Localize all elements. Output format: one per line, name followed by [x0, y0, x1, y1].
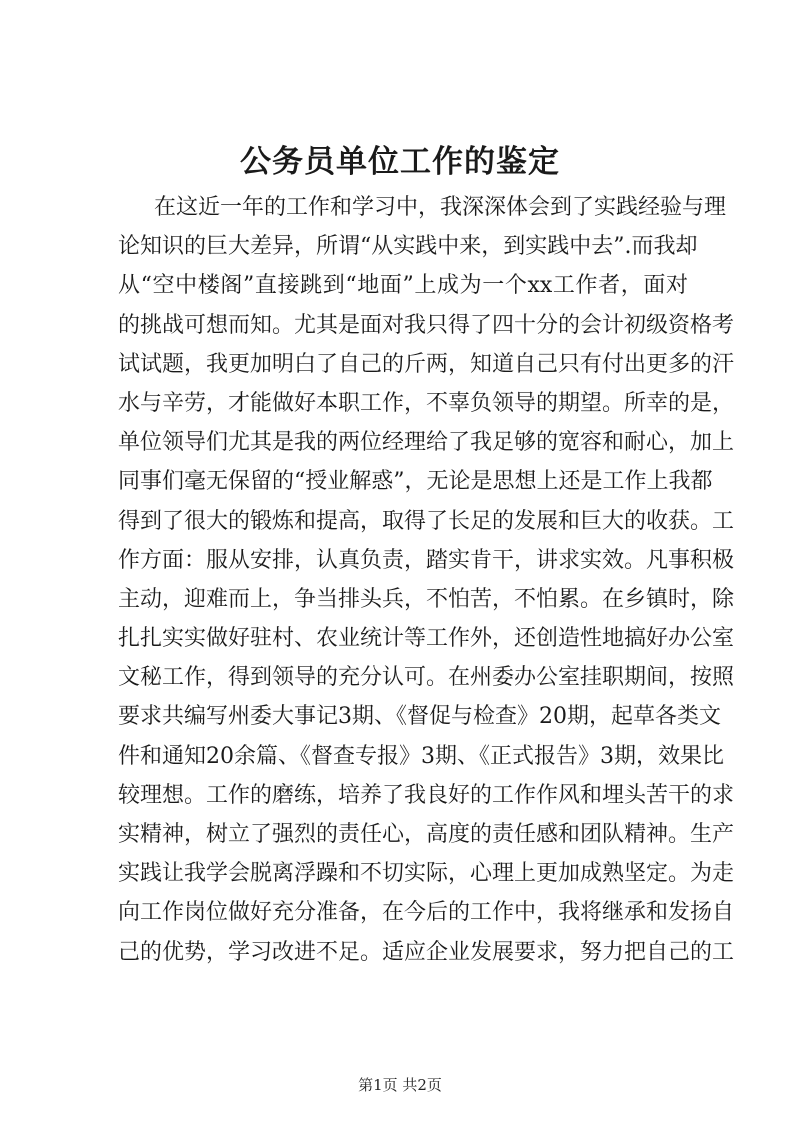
- body-line: 扎扎实实做好驻村、农业统计等工作外，还创造性地搞好办公室: [118, 626, 735, 652]
- body-line: 主动，迎难而上，争当排头兵，不怕苦，不怕累。在乡镇时，除: [118, 586, 735, 612]
- body-line: 试试题，我更加明白了自己的斤两，知道自己只有付出更多的汗: [118, 351, 735, 377]
- page-footer: 第1页 共2页: [358, 1076, 442, 1094]
- body-line: 实践让我学会脱离浮躁和不切实际，心理上更加成熟坚定。为走: [118, 861, 735, 887]
- document-body: [118, 188, 735, 972]
- body-line: 作方面：服从安排，认真负责，踏实肯干，讲求实效。凡事积极: [118, 547, 735, 573]
- body-line: 较理想。工作的磨练，培养了我良好的工作作风和埋头苦干的求: [118, 782, 735, 808]
- body-line: 文秘工作，得到领导的充分认可。在州委办公室挂职期间，按照: [118, 665, 735, 691]
- document-title: 公务员单位工作的鉴定: [240, 144, 560, 180]
- body-line: 的挑战可想而知。尤其是面对我只得了四十分的会计初级资格考: [118, 312, 735, 338]
- body-line: 在这近一年的工作和学习中，我深深体会到了实践经验与理: [154, 195, 727, 220]
- body-line: 要求共编写州委大事记3期、《督促与检查》20期，起草各类文: [118, 704, 721, 730]
- body-line: 得到了很大的锻炼和提高，取得了长足的发展和巨大的收获。工: [118, 508, 735, 534]
- body-line: 实精神，树立了强烈的责任心，高度的责任感和团队精神。生产: [118, 822, 735, 847]
- body-line: 从“空中楼阁”直接跳到“地面”上成为一个xx工作者，面对: [118, 273, 688, 299]
- body-line: 单位领导们尤其是我的两位经理给了我足够的宽容和耐心，加上: [118, 430, 735, 456]
- body-line: 向工作岗位做好充分准备，在今后的工作中，我将继承和发扬自: [118, 900, 735, 926]
- body-line: 水与辛劳，才能做好本职工作，不辜负领导的期望。所幸的是，: [118, 390, 735, 416]
- body-line: 己的优势，学习改进不足。适应企业发展要求，努力把自己的工: [118, 939, 735, 965]
- body-line: 件和通知20余篇、《督查专报》3期、《正式报告》3期，效果比: [118, 743, 724, 769]
- body-line: 同事们毫无保留的“授业解惑”，无论是思想上还是工作上我都: [118, 469, 713, 495]
- body-line: 论知识的巨大差异，所谓“从实践中来，到实践中去”.而我却: [118, 234, 698, 260]
